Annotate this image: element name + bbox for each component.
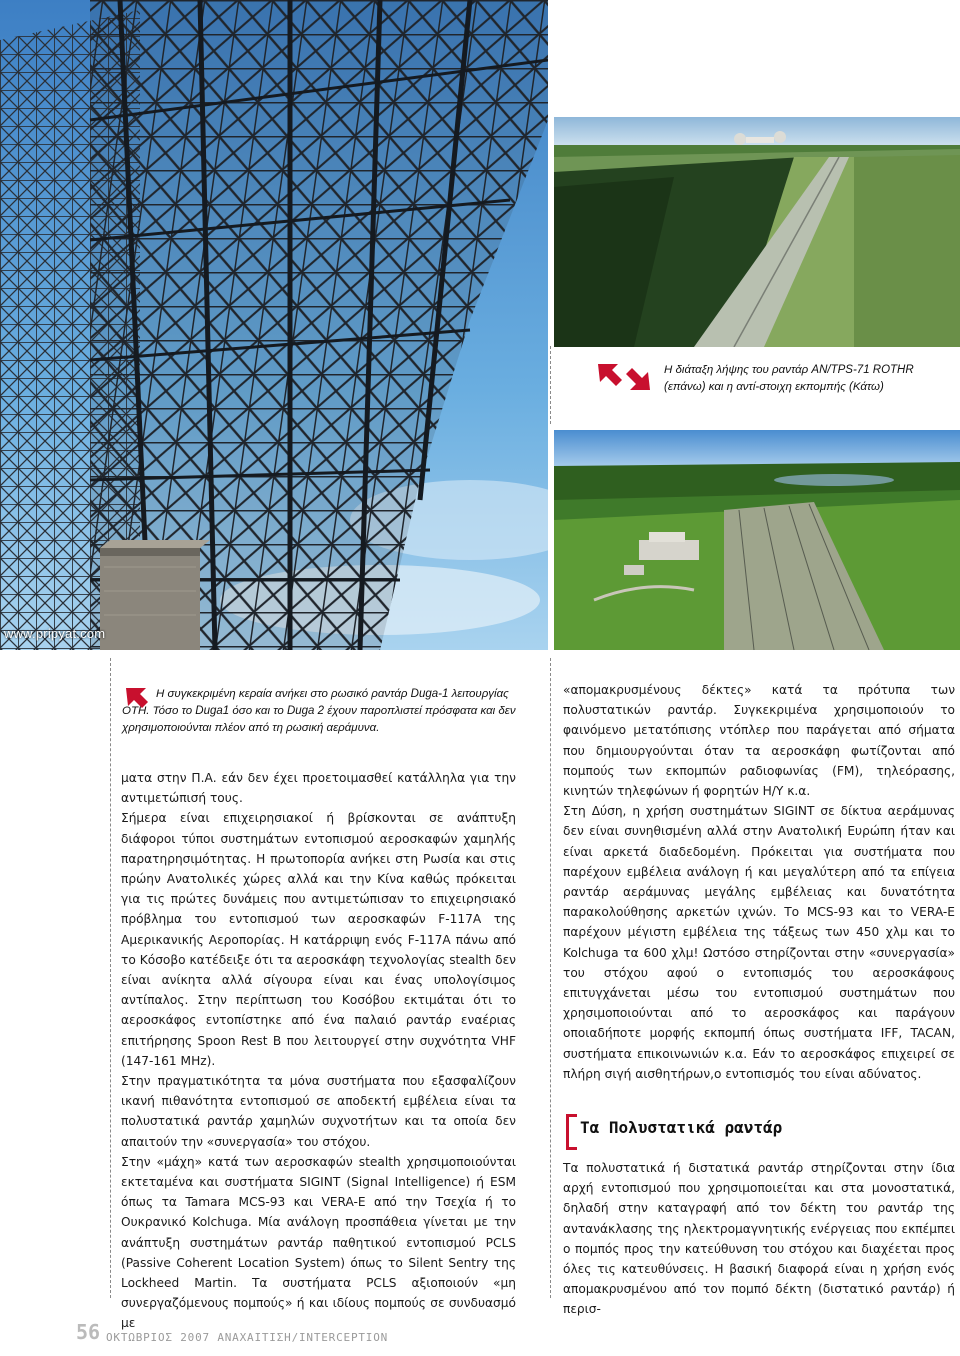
section-heading-text: Τα Πολυστατικά ραντάρ <box>580 1118 783 1137</box>
paragraph: Στην «μάχη» κατά των αεροσκαφών stealth χρησιμοποιούνται εκτεταμένα και συστήματα SIGINT (Signal Intelligence) ή ESM όπως τα Tamara MCS-93 και VERA-E από την Τσεχία ή το Ουκρανικό Kolchuga. Μία ανάλογη προσπάθεια γίνεται με την ανάπτυξη συστημάτων ραντάρ παθητικού εντοπισμού PCLS (Passive Coherent Location System) όπως το Silent Sentry της Lockheed Martin. Τα συστήματα PCLS αξιοποιούν «μη συνεργαζόμενους πομπούς» ή και ιδίους πομπούς σε συνδυασμό με <box>121 1154 516 1331</box>
section-heading <box>566 1114 946 1146</box>
page-number: 56 <box>76 1320 101 1344</box>
caption-arrows-icon <box>596 362 652 392</box>
paragraph: Τα πολυστατικά ή διστατικά ραντάρ στηρίζονται στην ίδια αρχή εντοπισμού που χρησιμοποιείται και στα μονοστατικά, δηλαδή στην καταγραφή από τον δέκτη του ραντάρ της αντανάκλασης της ηλεκτρομαγνητικής ενέργειας που εκπέμπει ο πομπός προς την κατεύθυνση του στόχου και διαχέεται προς όλες τις κατευθύνσεις. Η βασική διαφορά είναι η χρήση ενός απομακρυσμένου από τον πομπό δέκτη (διστατικό ραντάρ) ή περισ- <box>563 1161 955 1317</box>
right-text-column-bottom <box>563 1158 955 1320</box>
column-divider-center <box>550 658 551 1298</box>
paragraph: ματα στην Π.Α. εάν δεν έχει προετοιμασθεί κατάλληλα για την αντιμετώπισή τους. <box>121 771 516 806</box>
duga-antenna-photo <box>0 0 548 650</box>
left-text-column <box>121 768 516 1334</box>
paragraph: Στη Δύση, η χρήση συστημάτων SIGINT σε δίκτυα αεράμυνας δεν είναι συνηθισμένη αλλά στην Ανατολική Ευρώπη ήταν και είναι αρκετά διαδεδομένη. Πρόκειται για συστήματα που παρέχουν εμβέλεια ανάλογη ή και μεγαλύτερη από τα επίγεια ραντάρ αεράμυνας μεγάλης εμβέλειας και δυνατότητα παρακολούθησης αρκετών ιχνών. Το MCS-93 και το VERA-E παρέχουν μέγιστη εμβέλεια της τάξεως των 450 χλμ και το Kolchuga τα 600 χλμ! Ωστόσο στηρίζονται στην «συνεργασία» του στόχου αφού ο εντοπισμός του αεροσκάφους επιτυγχάνεται μέσω του εντοπισμού συστημάτων που χρησιμοποιούνται από το αεροσκάφος και παράγουν οποιαδήποτε μορφής εκπομπή όπως συστήματα IFF, TACAN, συστήματα επικοινωνιών κ.α. Εάν το αεροσκάφος επιχειρεί σε πλήρη σιγή αισθητήρων,ο εντοπισμός του είναι αδύνατος. <box>563 804 955 1081</box>
photo-watermark: www.pripyat.com <box>4 626 106 641</box>
right-photo-caption <box>664 362 954 396</box>
left-caption-text: Η συγκεκριμένη κεραία ανήκει στο ρωσικό ραντάρ Duga-1 λειτουργίας ΟΤΗ. Τόσο το Duga1 όσο και το Duga 2 έχουν παροπλιστεί πρόσφατα και δεν χρησιμοποιούνται πλέον από τη ρωσική αεράμυνα. <box>122 688 516 734</box>
right-caption-text: Η διάταξη λήψης του ραντάρ AN/TPS-71 ROTHR (επάνω) και η αντί-στοιχη εκπομπής (Κάτω) <box>664 364 914 393</box>
column-divider-left <box>110 658 111 1298</box>
paragraph: «απομακρυσμένους δέκτες» κατά τα πρότυπα των πολυστατικών ραντάρ. Συγκεκριμένα χρησιμοποιούν το φαινόμενο μετατόπισης ντόπλερ που παράγεται από σήματα που δημιουργούνται όταν τα αεροσκάφη φωτίζονται από πομπούς των εκπομπών ραδιοφωνίας (FM), τηλεόρασης, κινητών τηλεφώνων ή φορητών Η/Υ κ.α. <box>563 683 955 799</box>
left-photo-caption <box>122 686 522 737</box>
paragraph: Σήμερα είναι επιχειρησιακοί ή βρίσκονται σε ανάπτυξη διάφοροι τύποι συστημάτων εντοπισμού αεροσκαφών χαμηλής παρατηρησιμότητας. Η πρωτοπορία ανήκει στη Ρωσία και στις πρώην Ανατολικές χώρες αλλά και την Κίνα καθώς πρόκειται για τις πρώτες δυνάμεις που αντιμετώπισαν το επιχειρησιακό πρόβλημα του εντοπισμού των αεροσκαφών F-117A της Αμερικανικής Αεροπορίας. Η κατάρριψη ενός F-117A πάνω από το Κόσοβο κατέδειξε ότι τα αεροσκάφη τεχνολογίας stealth δεν είναι ανίκητα αλλά σίγουρα είναι και ένας υπολογίσιμος αντίπαλος. Στην περίπτωση του Κοσόβου εκτιμάται ότι το αεροσκάφος εντοπίστηκε από ένα παλαιό ραντάρ εναέριας επιτήρησης Spoon Rest B που λειτουργεί στην συχνότητα VHF (147-161 MHz). <box>121 811 516 1068</box>
transmit-site-photo <box>554 430 960 650</box>
right-text-column-top <box>563 680 955 1084</box>
heading-bracket-icon <box>566 1114 577 1150</box>
receive-site-photo <box>554 117 960 347</box>
column-divider-center-top <box>550 346 551 424</box>
footer-issue-text: ΟΚΤΩΒΡΙΟΣ 2007 ΑΝΑΧΑΙΤΙΣΗ/INTERCEPTION <box>106 1331 389 1344</box>
paragraph: Στην πραγματικότητα τα μόνα συστήματα που εξασφαλίζουν ικανή πιθανότητα εντοπισμού σε αποδεκτή εμβέλεια είναι τα πολυστατικά ραντάρ χαμηλών συχνοτήτων και τα οποία δεν απαιτούν την «συνεργασία» του στόχου. <box>121 1074 516 1149</box>
